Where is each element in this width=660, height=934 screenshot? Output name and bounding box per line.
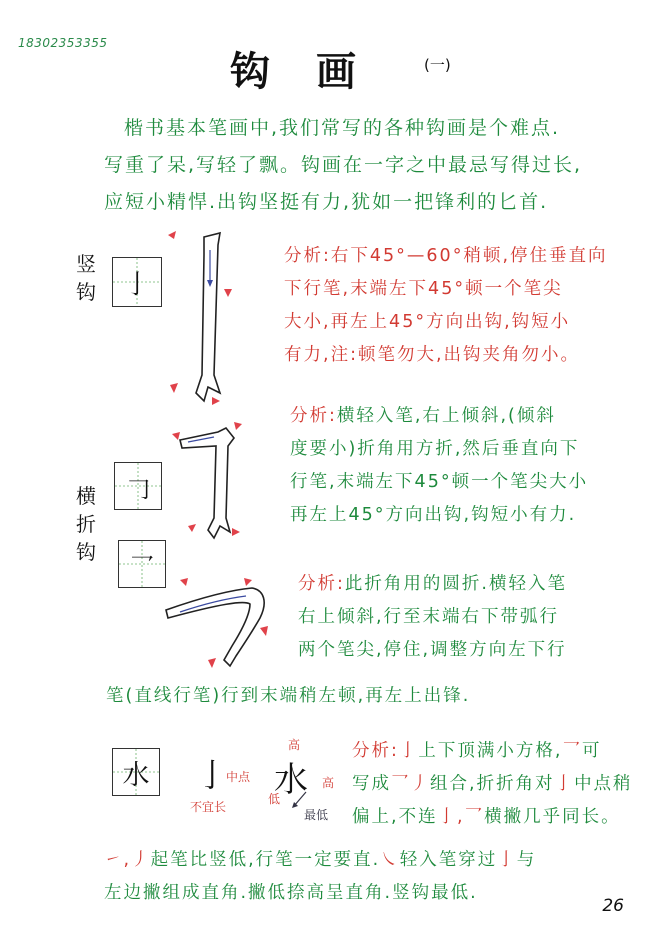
- page-title: 钩画: [230, 48, 402, 95]
- analysis-line: 右上倾斜,行至末端右下带弧行: [298, 607, 560, 627]
- label-char: 横: [76, 484, 96, 508]
- analysis-text: 起笔比竖低,行笔一定要直.: [150, 850, 381, 870]
- arrow-icon: [290, 790, 310, 812]
- box-character: 𠃌: [126, 474, 150, 503]
- demo-part-char: 亅: [196, 756, 229, 794]
- label-char: 折: [76, 512, 96, 536]
- analysis-text: 组合,折折角对: [430, 774, 555, 794]
- stroke-mark: 乛丿: [391, 774, 430, 794]
- analysis-line: 大小,再左上45°方向出钩,钩短小: [284, 312, 571, 332]
- intro-paragraph: [104, 110, 634, 221]
- analysis-line: 横轻入笔,右上倾斜,(倾斜: [336, 406, 556, 426]
- label-hengzhegou: [74, 482, 98, 566]
- analysis-text: 可: [581, 741, 602, 761]
- analysis-shui-continued: [104, 844, 644, 910]
- stroke-mark: ㇏: [380, 850, 400, 870]
- stroke-mark: 乛: [562, 741, 582, 761]
- analysis-text: 横撇几乎同长。: [484, 807, 621, 827]
- round-hook-stroke-diagram: [160, 574, 280, 674]
- analysis-text: 轻入笔穿过: [399, 850, 498, 870]
- analysis-line: 两个笔尖,停住,调整方向左下行: [298, 640, 567, 660]
- tag-zhongdian: 中点: [226, 770, 251, 784]
- analysis-text: 与: [516, 850, 537, 870]
- stroke-mark: 亅: [497, 850, 517, 870]
- label-char: 钩: [76, 280, 96, 304]
- analysis-text: 上下顶满小方格,: [418, 741, 563, 761]
- tag-gao-top: 高: [288, 738, 301, 752]
- analysis-line: 再左上45°方向出钩,钩短小有力.: [290, 505, 577, 525]
- tag-zuidi: 最低: [304, 808, 329, 822]
- analysis-round-fold: [298, 568, 638, 667]
- box-character: 水: [122, 759, 150, 791]
- demo-shui-char: 水: [274, 760, 308, 800]
- shugou-stroke-diagram: [160, 225, 240, 410]
- grid-box-hengzhegou-round: [118, 540, 166, 588]
- phone-number: 18302353355: [18, 36, 108, 50]
- analysis-line: 有力,注:顿笔勿大,出钩夹角勿小。: [284, 345, 581, 365]
- box-character: 乛: [130, 552, 154, 581]
- analysis-hengzhegou: [290, 400, 635, 532]
- intro-line: 写重了呆,写轻了飘。钩画在一字之中最忌写得过长,: [104, 154, 583, 176]
- page-number: 26: [602, 896, 624, 916]
- label-char: 竖: [76, 252, 96, 276]
- analysis-line: 笔(直线行笔)行到末端稍左顿,再左上出锋.: [106, 686, 471, 706]
- analysis-text: 左边撇组成直角.撇低捺高呈直角.竖钩最低.: [104, 883, 478, 903]
- analysis-line: 右下45°—60°稍顿,停住垂直向: [330, 246, 608, 266]
- stroke-mark: 亅,乛: [437, 807, 485, 827]
- analysis-label: 分析:: [352, 741, 399, 761]
- stroke-mark: 亅: [554, 774, 575, 794]
- analysis-text: 偏上,不连: [352, 807, 438, 827]
- analysis-line: 此折角用的圆折.横轻入笔: [344, 574, 567, 594]
- analysis-text: 写成: [352, 774, 391, 794]
- grid-box-shui: [112, 748, 160, 796]
- box-character: 亅: [123, 269, 150, 300]
- intro-line: 楷书基本笔画中,我们常写的各种钩画是个难点.: [124, 117, 561, 139]
- analysis-label: 分析:: [298, 574, 345, 594]
- stroke-mark: ㇀,丿: [104, 850, 151, 870]
- label-shugou: [74, 250, 98, 306]
- analysis-label: 分析:: [290, 406, 337, 426]
- hengzhegou-stroke-diagram: [168, 418, 250, 548]
- grid-box-hengzhegou: [114, 462, 162, 510]
- tag-gao-right: 高: [322, 776, 335, 790]
- label-char: 钩: [76, 540, 96, 564]
- analysis-shugou: [284, 240, 644, 372]
- tag-buyichang: 不宜长: [190, 800, 227, 814]
- stroke-mark: 亅: [398, 741, 419, 761]
- analysis-line: 下行笔,末端左下45°顿一个笔尖: [284, 279, 563, 299]
- analysis-label: 分析:: [284, 246, 331, 266]
- analysis-line: 行笔,末端左下45°顿一个笔尖大小: [290, 472, 589, 492]
- tag-di: 低: [268, 792, 281, 806]
- analysis-line: 度要小)折角用方折,然后垂直向下: [290, 439, 580, 459]
- analysis-shui: [352, 735, 642, 834]
- analysis-text: 中点稍: [574, 774, 633, 794]
- grid-box-shugou: [112, 257, 162, 307]
- intro-line: 应短小精悍.出钩坚挺有力,犹如一把锋利的匕首.: [104, 191, 549, 213]
- title-subtitle: (一): [424, 56, 451, 74]
